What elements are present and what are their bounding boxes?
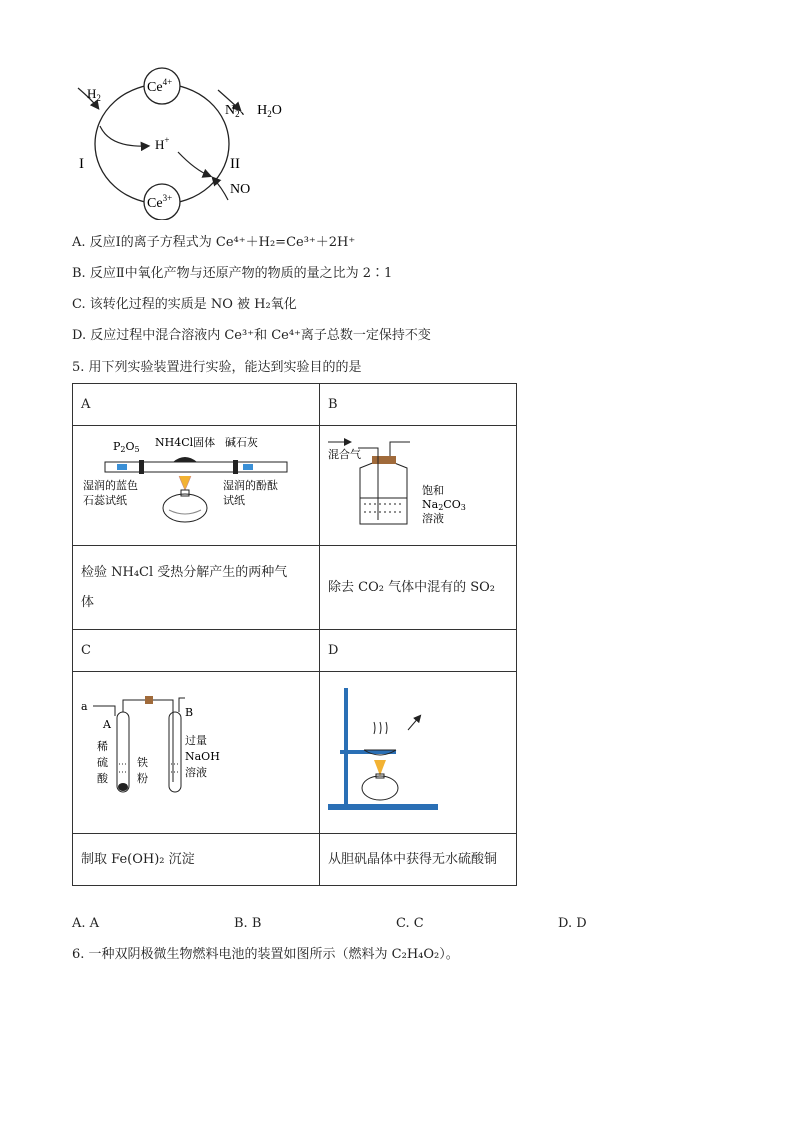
cell-d-desc: 从胆矾晶体中获得无水硫酸铜 bbox=[320, 834, 517, 886]
lime-label: 碱石灰 bbox=[225, 436, 258, 449]
p2o5-label: P2O5 bbox=[113, 440, 140, 454]
cell-a-desc-line2: 体 bbox=[81, 594, 95, 610]
saturated-label: 饱和 bbox=[422, 484, 444, 497]
tube-b-label: B bbox=[185, 706, 194, 719]
blue-paper-label-2: 石蕊试纸 bbox=[83, 494, 127, 507]
q4-option-c: C. 该转化过程的实质是 NO 被 H₂氧化 bbox=[72, 297, 297, 312]
acid-label-3: 酸 bbox=[97, 772, 108, 785]
a-label: a bbox=[81, 700, 88, 713]
cell-a-label: A bbox=[73, 384, 320, 426]
cell-a-desc bbox=[73, 546, 320, 630]
ce4-label: $Ce^{4+}$ bbox=[147, 77, 173, 95]
naoh-label-3: 溶液 bbox=[185, 766, 207, 779]
answer-d: D. D bbox=[558, 916, 587, 931]
solution-label: 溶液 bbox=[422, 512, 444, 525]
blue-paper-label: 湿润的蓝色 bbox=[83, 479, 138, 492]
q4-option-d: D. 反应过程中混合溶液内 Ce³⁺和 Ce⁴⁺离子总数一定保持不变 bbox=[72, 328, 431, 343]
cell-c-label: C bbox=[73, 630, 320, 672]
feoh2-apparatus bbox=[73, 672, 311, 829]
gas-wash-bottle bbox=[320, 426, 508, 541]
naoh-label-2: NaOH bbox=[185, 750, 220, 763]
phenol-paper-label-2: 试纸 bbox=[223, 494, 245, 507]
mixed-gas-label: 混合气 bbox=[328, 448, 361, 461]
acid-label-1: 稀 bbox=[97, 740, 108, 753]
q5-table bbox=[72, 383, 517, 886]
cell-b-desc: 除去 CO₂ 气体中混有的 SO₂ bbox=[320, 546, 517, 630]
cell-d-label: D bbox=[320, 630, 517, 672]
hplus-label: H+ bbox=[155, 135, 170, 152]
naoh-label-1: 过量 bbox=[185, 734, 207, 747]
q4-option-a: A. 反应Ⅰ的离子方程式为 Ce⁴⁺＋H₂=Ce³⁺＋2H⁺ bbox=[72, 235, 356, 250]
phenol-paper-label: 湿润的酚酞 bbox=[223, 479, 278, 492]
ce-cycle-diagram bbox=[70, 60, 310, 220]
roman-1-label: I bbox=[79, 156, 84, 172]
cell-c-desc: 制取 Fe(OH)₂ 沉淀 bbox=[73, 834, 320, 886]
answer-b: B. B bbox=[234, 916, 262, 931]
acid-label-2: 硫 bbox=[97, 756, 108, 769]
roman-2-label: II bbox=[230, 156, 240, 172]
nh4cl-apparatus bbox=[73, 426, 311, 541]
cell-b-label: B bbox=[320, 384, 517, 426]
cell-b-figure bbox=[320, 426, 517, 546]
evaporating-dish-apparatus bbox=[320, 672, 508, 829]
tube-a-label: A bbox=[103, 718, 111, 731]
iron-label-1: 铁 bbox=[137, 756, 148, 769]
iron-label-2: 粉 bbox=[137, 772, 148, 785]
h2-label: $H_2$ bbox=[87, 86, 101, 103]
cell-a-figure bbox=[73, 426, 320, 546]
answer-c: C. C bbox=[396, 916, 424, 931]
q6-stem: 6. 一种双阴极微生物燃料电池的装置如图所示（燃料为 C₂H₄O₂）。 bbox=[72, 947, 459, 962]
q5-stem: 5. 用下列实验装置进行实验，能达到实验目的的是 bbox=[72, 360, 362, 375]
cell-d-figure bbox=[320, 672, 517, 834]
ce3-label: $Ce^{3+}$ bbox=[147, 193, 173, 211]
no-label: NO bbox=[230, 182, 251, 197]
cell-a-desc-line1: 检验 NH₄Cl 受热分解产生的两种气 bbox=[81, 564, 288, 580]
answer-a: A. A bbox=[72, 916, 100, 931]
cell-c-figure bbox=[73, 672, 320, 834]
nh4cl-label: NH4Cl固体 bbox=[155, 436, 216, 449]
q4-option-b: B. 反应Ⅱ中氧化产物与还原产物的物质的量之比为 2∶1 bbox=[72, 266, 393, 281]
products-label: $N_2$、 $H_2O$ bbox=[225, 103, 282, 119]
na2co3-label: Na2CO3 bbox=[422, 498, 466, 512]
